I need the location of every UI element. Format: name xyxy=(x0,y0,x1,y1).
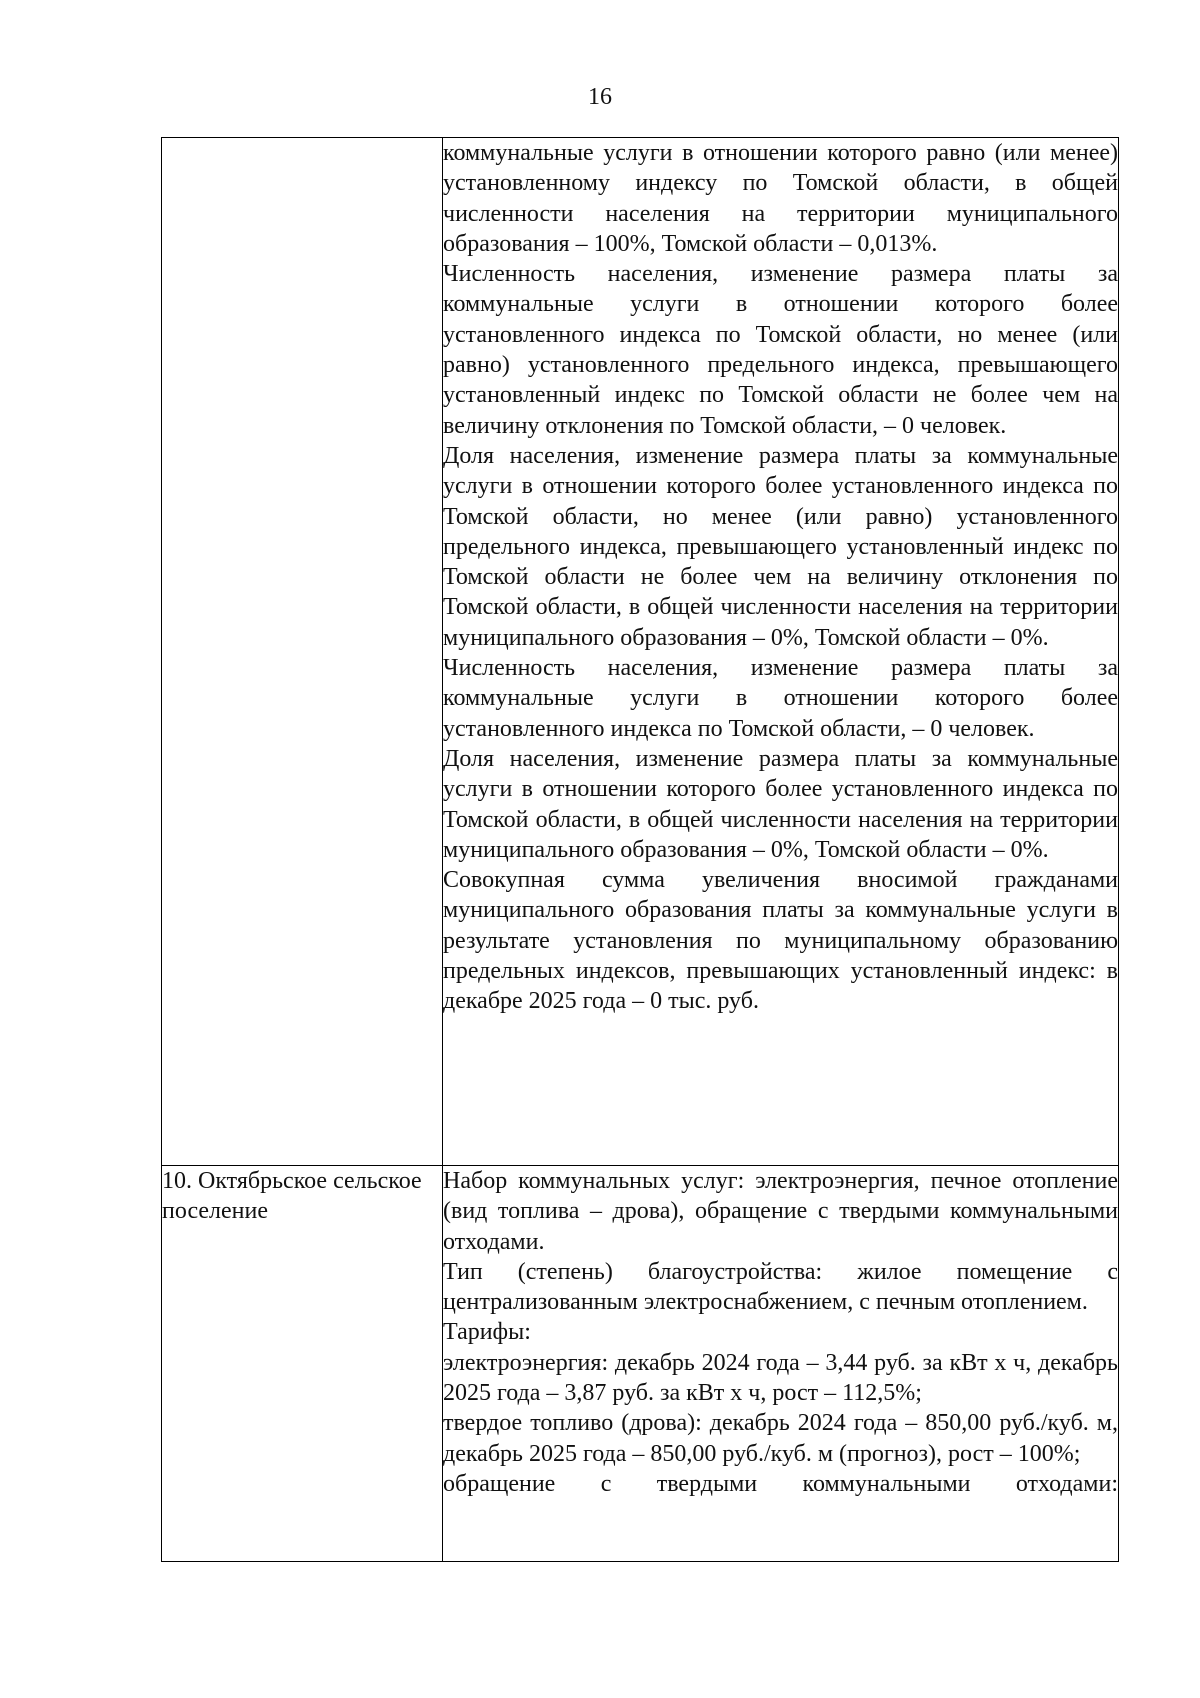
paragraph: Доля населения, изменение размера платы за коммунальные услуги в отношении которого более установленного индекса по Томской области, в общей численности населения на территории муниципального образования – 0%, Томской области – 0%. xyxy=(443,745,1118,863)
paragraph: Численность населения, изменение размера платы за коммунальные услуги в отношении которого более установленного индекса по Томской области, но менее (или равно) установленного предельного индекса, превышающего установленный индекс по Томской области не более чем на величину отклонения по Томской области, – 0 человек. xyxy=(443,261,1118,439)
description-cell xyxy=(443,138,1119,1166)
page-number: 16 xyxy=(588,84,612,110)
paragraph: твердое топливо (дрова): декабрь 2024 года – 850,00 руб./куб. м, декабрь 2025 года – 850,00 руб./куб. м (прогноз), рост – 100%; xyxy=(443,1410,1118,1467)
paragraph: Набор коммунальных услуг: электроэнергия, печное отопление (вид топлива – дрова), обращение с твердыми коммунальными отходами. xyxy=(443,1168,1118,1255)
paragraph: Тарифы: xyxy=(443,1319,531,1346)
municipality-name-cell xyxy=(162,138,443,1166)
paragraph: электроэнергия: декабрь 2024 года – 3,44 руб. за кВт х ч, декабрь 2025 года – 3,87 руб. за кВт х ч, рост – 112,5%; xyxy=(443,1349,1118,1407)
paragraph: коммунальные услуги в отношении которого равно (или менее) установленному индексу по Томской области, в общей численности населения на территории муниципального образования – 100%, Томской области – 0,013%. xyxy=(443,140,1118,257)
paragraph: Тип (степень) благоустройства: жилое помещение с централизованным электроснабжением, с печным отоплением. xyxy=(443,1258,1118,1316)
municipality-table xyxy=(161,137,1119,1562)
table-row xyxy=(162,138,1119,1166)
paragraph: Совокупная сумма увеличения вносимой гражданами муниципального образования платы за коммунальные услуги в результате установления по муниципальному образованию предельных индексов, превышающих установленный индекс: в декабре 2025 года – 0 тыс. руб. xyxy=(443,867,1118,1015)
paragraph: Доля населения, изменение размера платы за коммунальные услуги в отношении которого более установленного индекса по Томской области, но менее (или равно) установленного предельного индекса, превышающего установленный индекс по Томской области не более чем на величину отклонения по Томской области, в общей численности населения на территории муниципального образования – 0%, Томской области – 0%. xyxy=(443,442,1118,651)
table-row xyxy=(162,1166,1119,1562)
description-cell xyxy=(443,1166,1119,1562)
municipality-name-cell: 10. Октябрьское сельское поселение xyxy=(162,1166,443,1562)
paragraph: обращение с твердыми коммунальными отходами: xyxy=(443,1470,1118,1497)
paragraph: Численность населения, изменение размера платы за коммунальные услуги в отношении которого более установленного индекса по Томской области, – 0 человек. xyxy=(443,655,1118,742)
